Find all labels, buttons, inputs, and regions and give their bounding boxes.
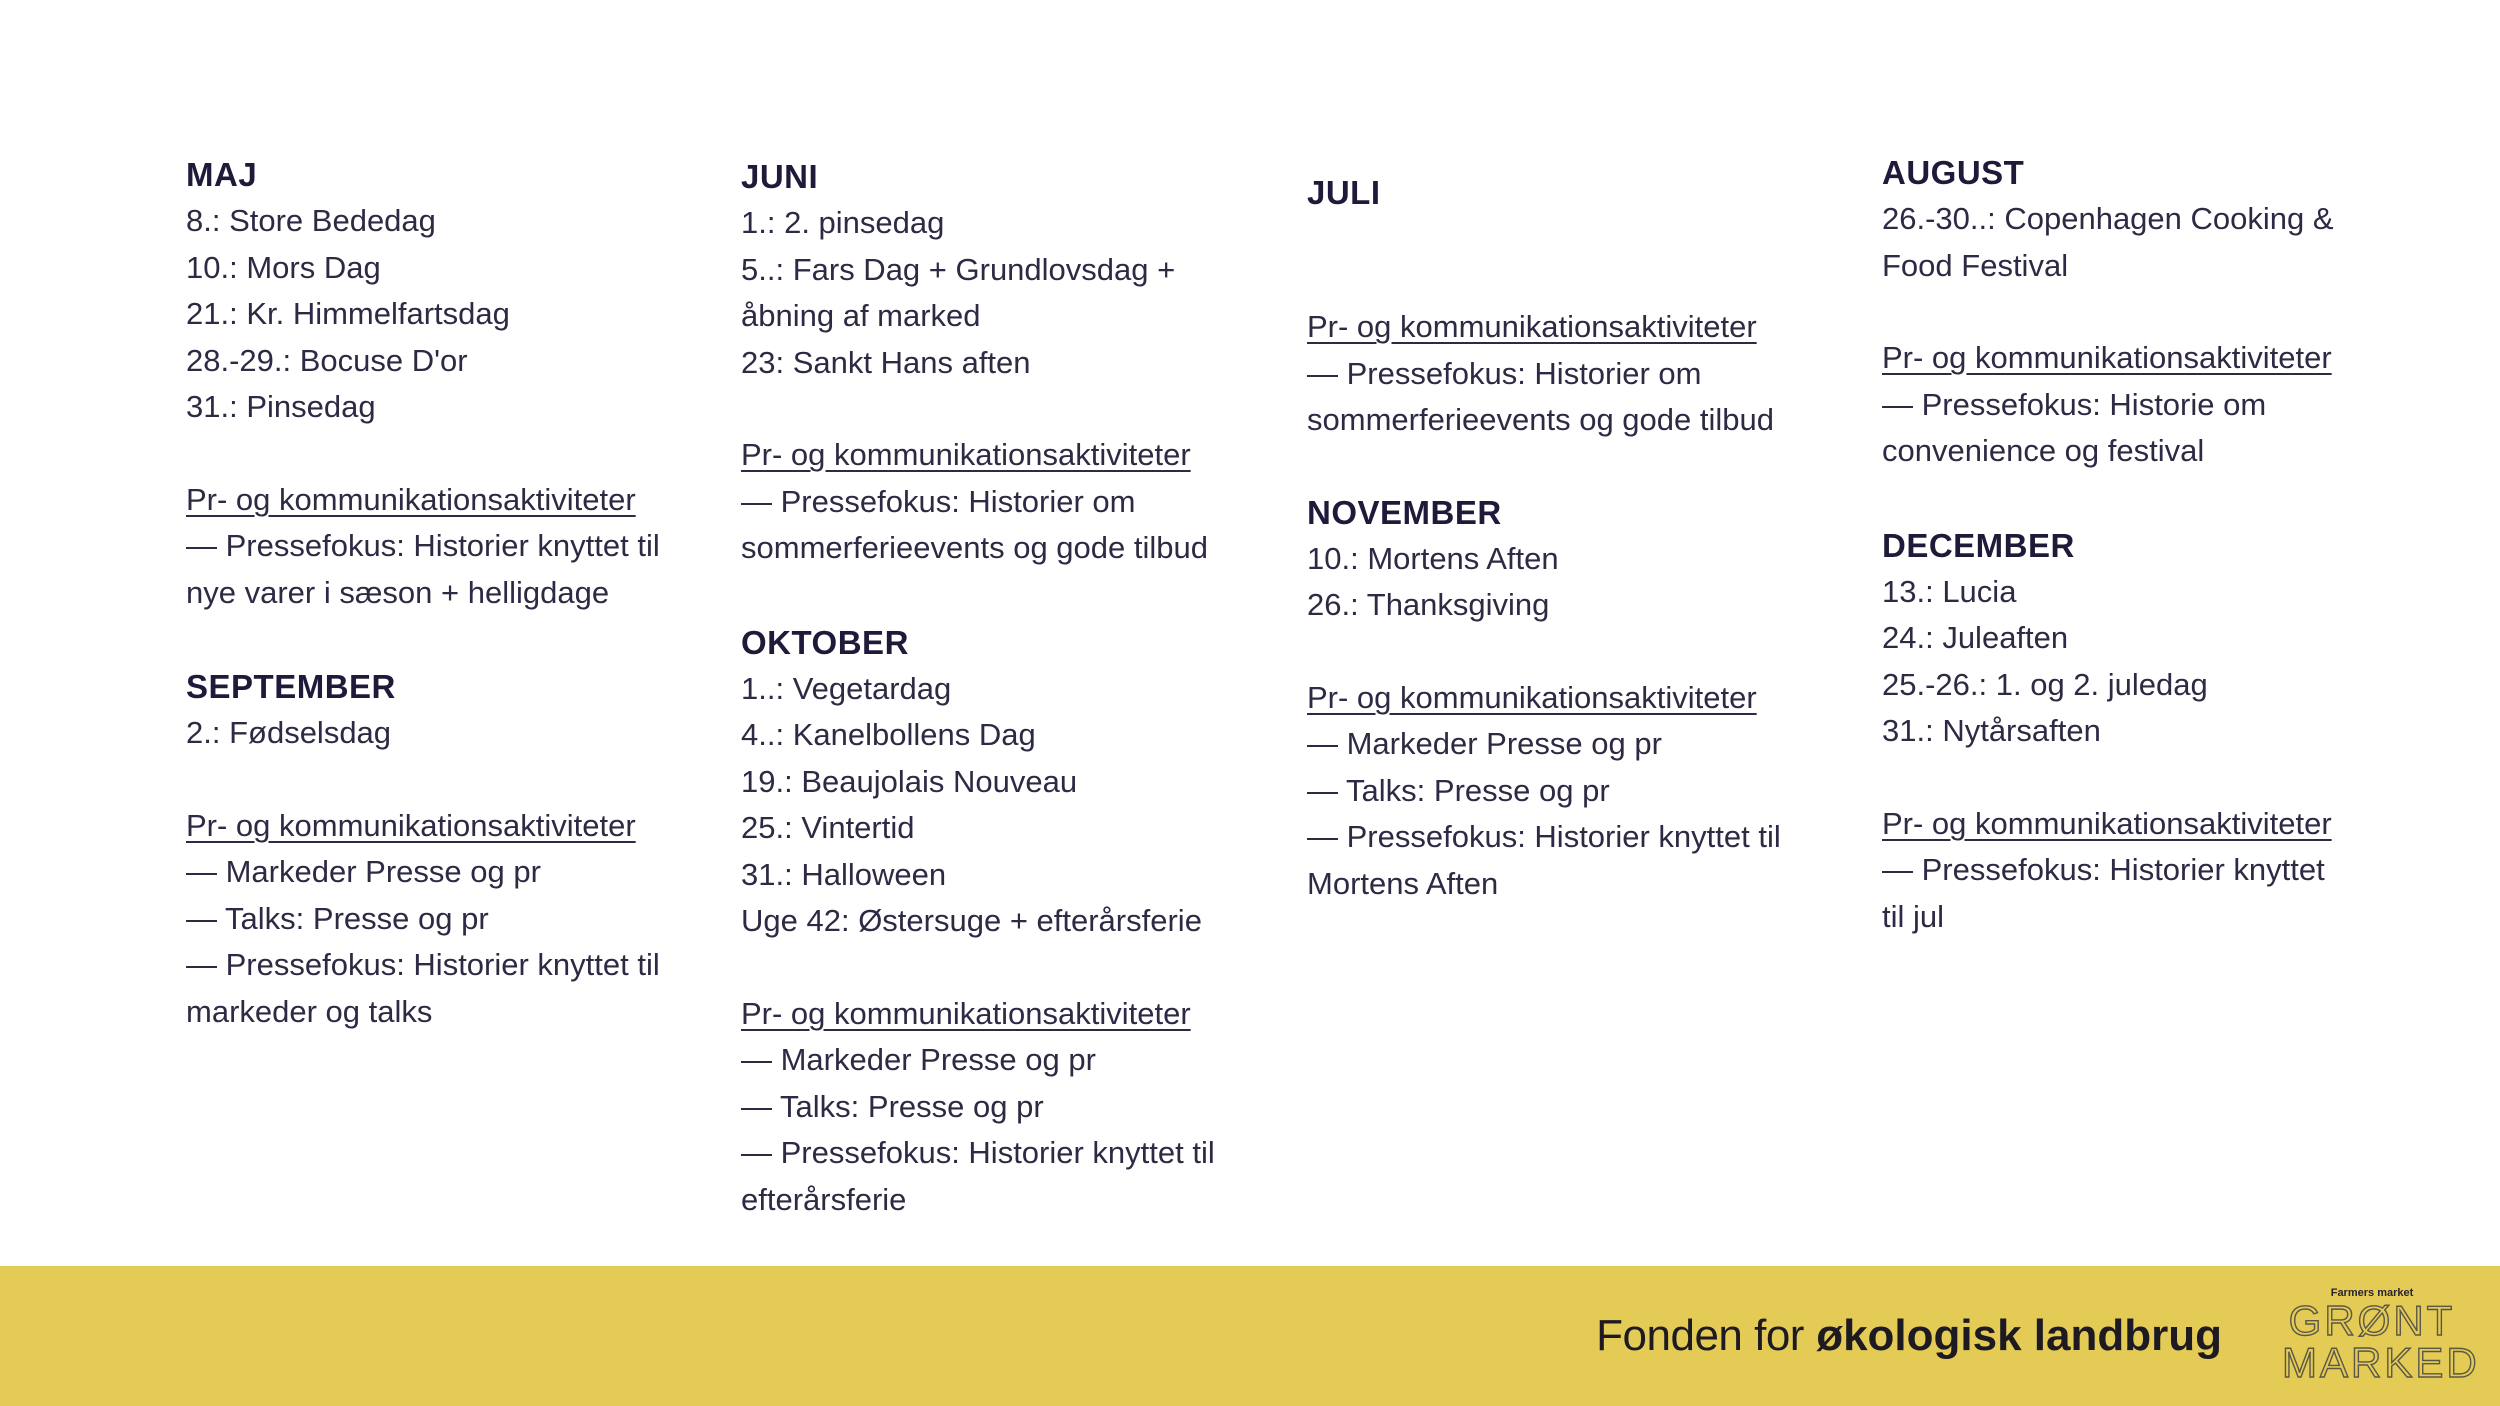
pr-item: — Pressefokus: Historie om [1882,386,2267,422]
pr-item: — Pressefokus: Historier knyttet til [1307,819,1781,854]
logo-word-line1: GRØNT [2288,1297,2456,1344]
column-2 [741,154,1281,1271]
pr-item: efterårsferie [741,1181,907,1217]
pr-item: sommerferieevents og gode tilbud [741,530,1208,565]
pr-item: — Pressefokus: Historier om [1307,355,1702,391]
column-4 [1882,150,2422,988]
month-title: JUNI [741,158,819,195]
org-name [1596,1310,2222,1362]
month-title: MAJ [186,156,258,193]
event-line: 13.: Lucia [1882,573,2017,609]
event-line: Food Festival [1882,247,2069,283]
month-title: OKTOBER [741,623,909,661]
pr-item: sommerferieevents og gode tilbud [1307,402,1774,437]
month-juli [1307,170,1847,444]
empty-event-gap [1307,216,1847,304]
event-line: 1..: Vegetardag [741,670,952,706]
column-3 [1307,170,1847,955]
logo-word-line2: MARKED [2282,1339,2480,1386]
event-line: 31.: Nytårsaften [1882,713,2101,748]
org-name-light: Fonden for [1596,1311,1804,1360]
month-title: JULI [1307,174,1381,211]
pr-item: — Pressefokus: Historier knyttet [1882,852,2325,887]
pr-heading: Pr- og kommunikationsaktiviteter [1882,805,2332,841]
event-line: 8.: Store Bededag [186,203,436,238]
pr-heading: Pr- og kommunikationsaktiviteter [1882,340,2332,375]
pr-item: — Pressefokus: Historier knyttet til [741,1135,1215,1170]
event-line: 25.-26.: 1. og 2. juledag [1882,666,2208,702]
pr-item: — Markeder Presse og pr [1307,726,1662,761]
month-title: AUGUST [1882,154,2025,191]
month-title: DECEMBER [1882,526,2075,564]
gront-marked-logo [2282,1286,2480,1396]
event-line: 25.: Vintertid [741,810,915,845]
event-line: 26.: Thanksgiving [1307,587,1550,622]
event-line: 4..: Kanelbollens Dag [741,717,1036,752]
pr-item: — Markeder Presse og pr [186,854,541,889]
event-line: 19.: Beaujolais Nouveau [741,763,1078,799]
month-december [1882,523,2422,941]
month-title: SEPTEMBER [186,668,396,705]
pr-item: convenience og festival [1882,433,2205,468]
pr-item: — Markeder Presse og pr [741,1042,1096,1077]
event-line: åbning af marked [741,298,981,333]
event-line: 28.-29.: Bocuse D'or [186,342,468,378]
column-1 [186,152,726,1083]
month-september [186,664,726,1035]
month-oktober [741,620,1281,1224]
event-line: 21.: Kr. Himmelfartsdag [186,296,510,331]
month-august [1882,150,2422,475]
org-name-bold: økologisk landbrug [1816,1311,2222,1360]
pr-item: markeder og talks [186,993,433,1029]
pr-item: til jul [1882,898,1945,934]
pr-heading: Pr- og kommunikationsaktiviteter [1307,309,1757,344]
pr-heading: Pr- og kommunikationsaktiviteter [741,995,1191,1031]
event-line: 26.-30..: Copenhagen Cooking & [1882,201,2334,236]
event-line: 31.: Pinsedag [186,389,376,424]
event-line: 31.: Halloween [741,856,947,892]
month-title: NOVEMBER [1307,493,1502,531]
pr-item: — Talks: Presse og pr [1307,772,1610,808]
event-line: 10.: Mors Dag [186,249,381,285]
pr-item: — Talks: Presse og pr [741,1088,1044,1124]
event-line: 1.: 2. pinsedag [741,205,945,240]
footer-bar [0,1266,2500,1406]
pr-heading: Pr- og kommunikationsaktiviteter [186,807,636,843]
event-line: Uge 42: Østersuge + efterårsferie [741,903,1202,938]
event-line: 5..: Fars Dag + Grundlovsdag + [741,251,1176,287]
pr-item: — Pressefokus: Historier knyttet til [186,947,660,982]
pr-heading: Pr- og kommunikationsaktiviteter [741,437,1191,472]
month-november [1307,490,1847,908]
event-line: 23: Sankt Hans aften [741,344,1031,380]
event-line: 24.: Juleaften [1882,620,2069,655]
pr-item: Mortens Aften [1307,865,1499,901]
logo-tagline: Farmers market [2330,1287,2414,1299]
pr-heading: Pr- og kommunikationsaktiviteter [1307,679,1757,715]
month-maj [186,152,726,616]
pr-heading: Pr- og kommunikationsaktiviteter [186,481,636,517]
event-line: 10.: Mortens Aften [1307,540,1559,576]
event-line: 2.: Fødselsdag [186,715,392,750]
pr-item: — Talks: Presse og pr [186,900,489,936]
pr-item: — Pressefokus: Historier om [741,483,1136,519]
month-juni [741,154,1281,572]
pr-item: nye varer i sæson + helligdage [186,574,610,610]
pr-item: — Pressefokus: Historier knyttet til [186,528,660,563]
